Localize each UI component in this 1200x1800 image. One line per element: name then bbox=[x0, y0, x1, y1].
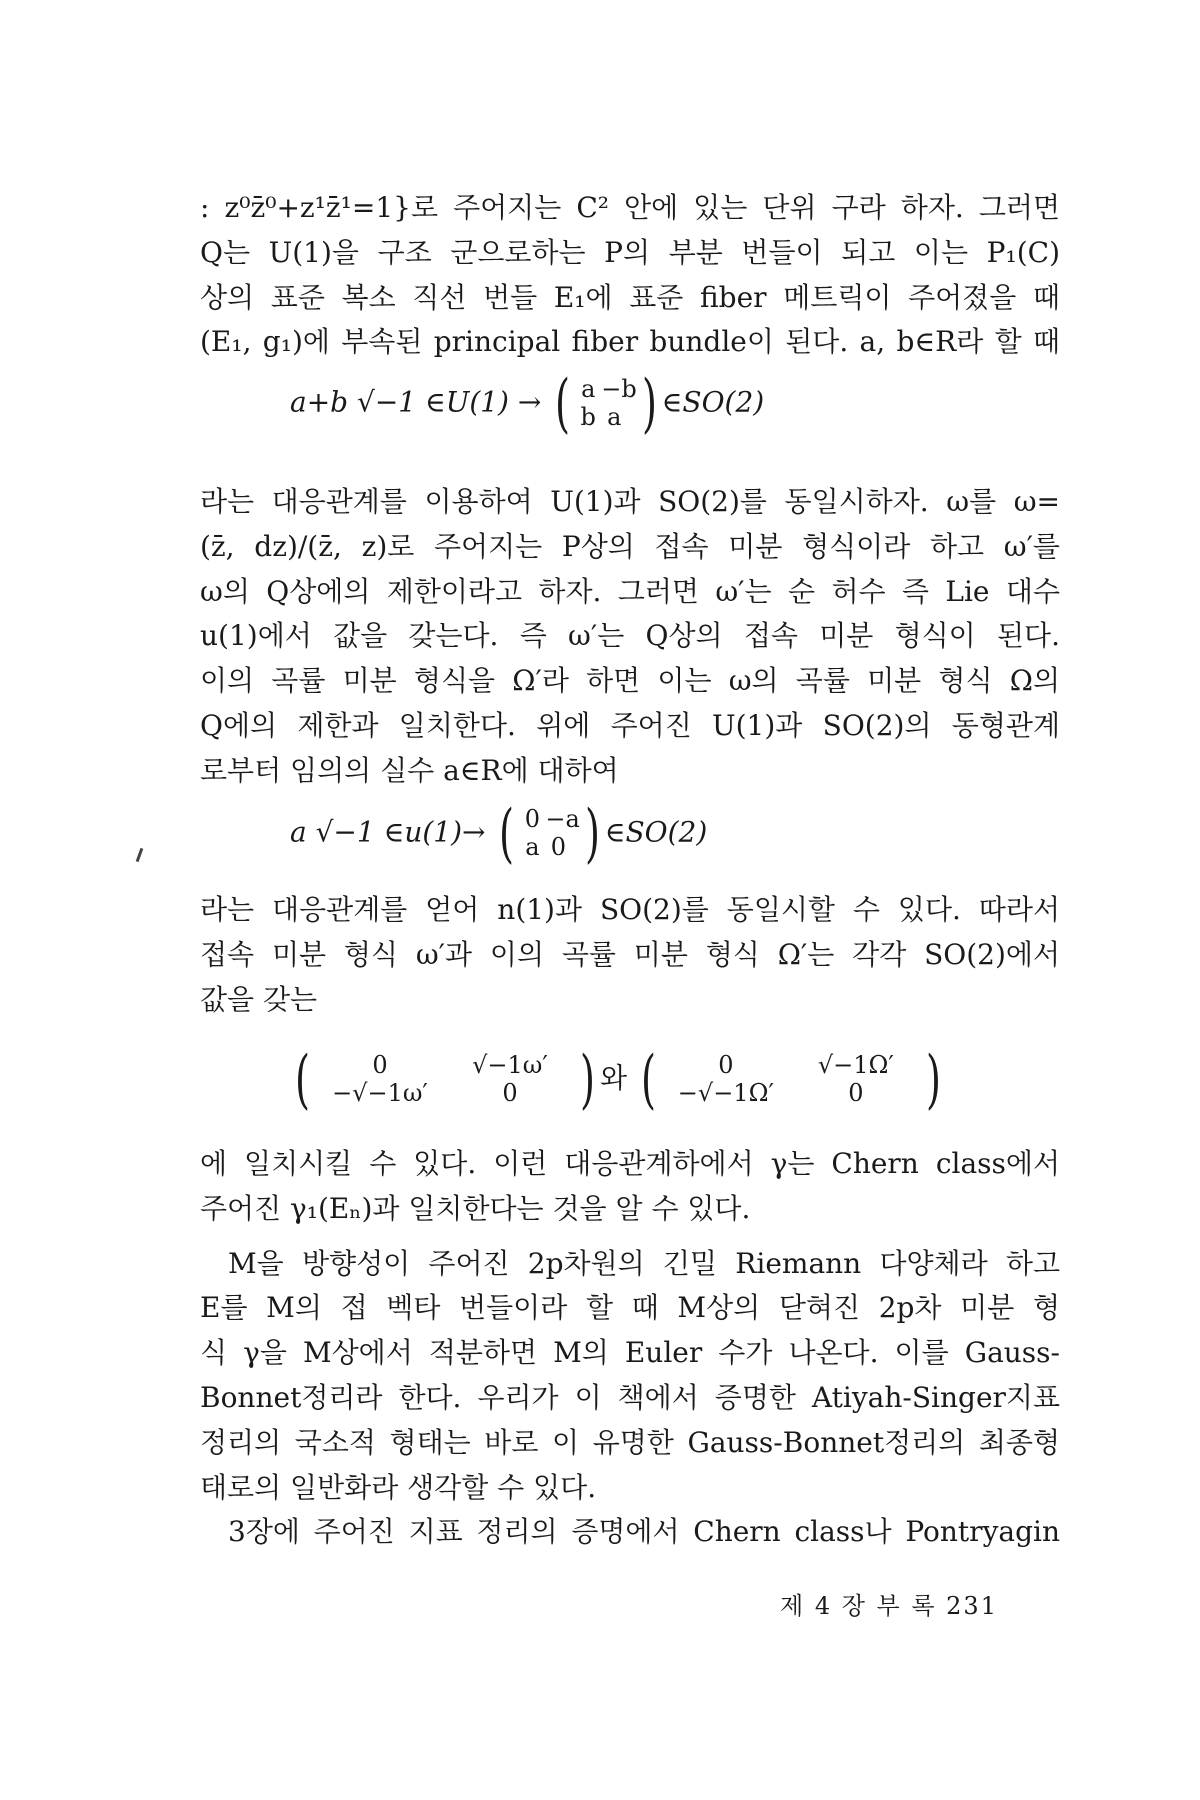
formula-rhs: ∈SO(2) bbox=[661, 385, 765, 419]
body-text bbox=[200, 186, 1060, 365]
text-line: 태로의 일반화라 생각할 수 있다. bbox=[200, 1470, 597, 1504]
text-line: 에 일치시킬 수 있다. 이런 대응관계하에서 γ는 Chern class에서 bbox=[200, 1147, 1060, 1180]
text-line: E를 M의 접 벡타 번들이라 할 때 M상의 닫혀진 2p차 미분 형 bbox=[200, 1291, 1060, 1325]
formula-matrices bbox=[290, 1043, 946, 1117]
text-line: 정리의 국소적 형태는 바로 이 유명한 Gauss-Bonnet정리의 최종형 bbox=[200, 1425, 1060, 1459]
matrix-cell: 0 bbox=[550, 833, 567, 861]
text-line: 값을 갖는 bbox=[200, 982, 318, 1016]
right-paren: ) bbox=[641, 367, 657, 441]
matrix-cell: 0 bbox=[848, 1079, 864, 1107]
body-text-4 bbox=[200, 1142, 1060, 1555]
text-line: (E₁, g₁)에 부속된 principal fiber bundle이 된다. a, b∈R라 할 때 bbox=[200, 325, 1060, 359]
text-line: 로부터 임의의 실수 a∈R에 대하여 bbox=[200, 753, 619, 787]
stray-pen-mark bbox=[136, 848, 144, 862]
matrix-cell: 0 bbox=[524, 805, 541, 834]
matrix-cell: √−1ω′ bbox=[472, 1051, 548, 1080]
body-text-2 bbox=[200, 480, 1060, 794]
text-line: Q에의 제한과 일치한다. 위에 주어진 U(1)과 SO(2)의 동형관계 bbox=[200, 708, 1060, 742]
left-paren: ( bbox=[555, 367, 571, 441]
matrix-cell: a bbox=[607, 403, 622, 431]
left-paren: ( bbox=[640, 1043, 656, 1117]
text-line: M을 방향성이 주어진 2p차원의 긴밀 Riemann 다양체라 하고 bbox=[228, 1246, 1060, 1280]
matrix-cell: b bbox=[580, 403, 596, 431]
matrix-cell: −a bbox=[545, 805, 580, 834]
matrix-cell: a bbox=[581, 375, 596, 404]
text-line: 상의 표준 복소 직선 번들 E₁에 표준 fiber 메트릭이 주어졌을 때 bbox=[200, 280, 1060, 314]
matrix-cell: 0 bbox=[372, 1051, 388, 1080]
text-line: : z⁰z̄⁰+z¹z̄¹=1}로 주어지는 C² 안에 있는 단위 구라 하자. 그러면 bbox=[200, 191, 1060, 224]
matrix-cell: −√−1ω′ bbox=[332, 1079, 428, 1107]
formula-u1-to-so2 bbox=[290, 367, 765, 441]
text-line: ω의 Q상에의 제한이라고 하자. 그러면 ω′는 순 허수 즉 Lie 대수 bbox=[200, 574, 1060, 608]
text-line: 식 γ을 M상에서 적분하면 M의 Euler 수가 나온다. 이를 Gauss- bbox=[200, 1336, 1060, 1370]
page-footer: 제 4 장 부 록 231 bbox=[780, 1592, 998, 1620]
text-line: 라는 대응관계를 얻어 n(1)과 SO(2)를 동일시할 수 있다. 따라서 bbox=[200, 893, 1060, 926]
text-line: Bonnet정리라 한다. 우리가 이 책에서 증명한 Atiyah-Singer지표 bbox=[200, 1380, 1060, 1414]
right-paren: ) bbox=[925, 1043, 941, 1117]
matrix-cell: √−1Ω′ bbox=[817, 1051, 894, 1080]
matrix-cell: 0 bbox=[502, 1079, 518, 1107]
text-line: 3장에 주어진 지표 정리의 증명에서 Chern class나 Pontryagin bbox=[228, 1515, 1060, 1549]
text-line: 주어진 γ₁(Eₙ)과 일치한다는 것을 알 수 있다. bbox=[200, 1191, 751, 1225]
matrix-cell: −√−1Ω′ bbox=[677, 1079, 774, 1107]
text-line: (z̄, dz)/(z̄, z)로 주어지는 P상의 접속 미분 형식이라 하고 ω′를 bbox=[200, 529, 1060, 563]
matrix-cell: a bbox=[525, 833, 540, 861]
text-line: 라는 대응관계를 이용하여 U(1)과 SO(2)를 동일시하자. ω를 ω= bbox=[200, 485, 1060, 518]
left-paren: ( bbox=[294, 1043, 310, 1117]
left-paren: ( bbox=[499, 797, 515, 871]
matrix bbox=[575, 376, 636, 431]
matrix-cell: 0 bbox=[718, 1051, 734, 1080]
matrix-cell: −b bbox=[601, 375, 637, 404]
matrix bbox=[315, 1052, 575, 1107]
matrix bbox=[661, 1052, 921, 1107]
formula-lhs: a+b √−1 ∈U(1) → bbox=[290, 385, 542, 419]
text-line: Q는 U(1)을 구조 군으로하는 P의 부분 번들이 되고 이는 P₁(C) bbox=[200, 235, 1060, 269]
matrix bbox=[519, 806, 579, 861]
formula-u1-lie-to-so2 bbox=[290, 797, 708, 871]
text-line: 이의 곡률 미분 형식을 Ω′라 하면 이는 ω의 곡률 미분 형식 Ω의 bbox=[200, 664, 1060, 698]
right-paren: ) bbox=[579, 1043, 595, 1117]
text-line: 접속 미분 형식 ω′과 이의 곡률 미분 형식 Ω′는 각각 SO(2)에서 bbox=[200, 937, 1060, 971]
connector-text: 와 bbox=[599, 1061, 627, 1095]
body-text-3 bbox=[200, 888, 1060, 1022]
text-line: u(1)에서 값을 갖는다. 즉 ω′는 Q상의 접속 미분 형식이 된다. bbox=[200, 619, 1060, 653]
formula-rhs: ∈SO(2) bbox=[604, 815, 708, 849]
formula-lhs: a √−1 ∈u(1)→ bbox=[290, 815, 486, 849]
right-paren: ) bbox=[584, 797, 600, 871]
